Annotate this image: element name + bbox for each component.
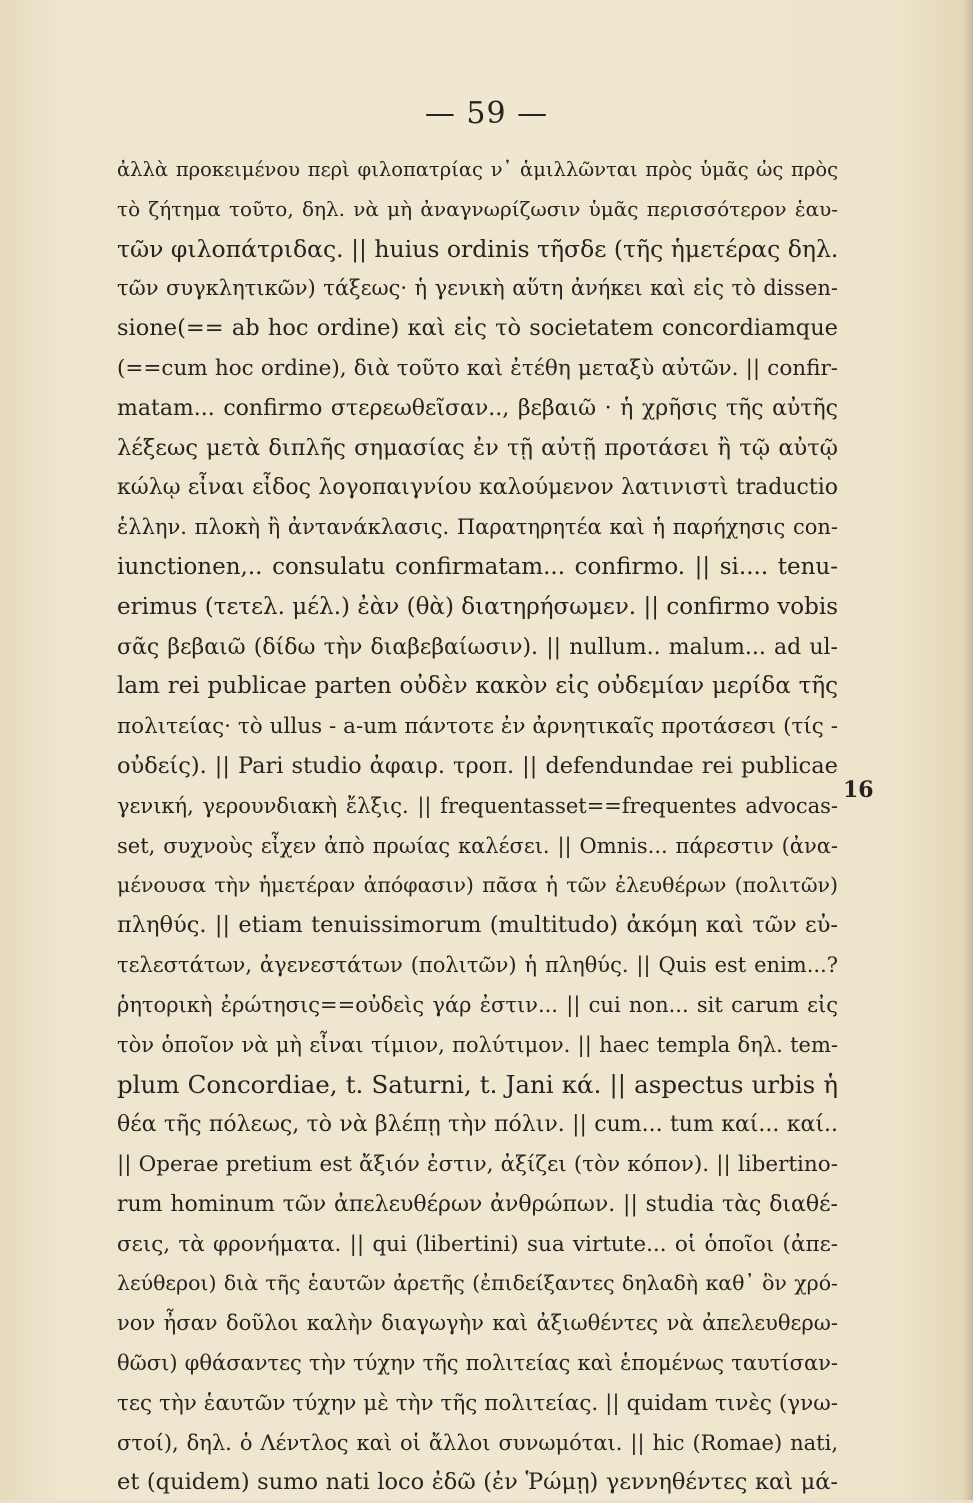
text-line: ἀλλὰ προκειμένου περὶ φιλοπατρίας ν᾿ ἁμιλλῶνται πρὸς ὑμᾶς ὡς πρὸς xyxy=(117,158,838,181)
text-line: (==cum hoc ordine), διὰ τοῦτο καὶ ἐτέθη μεταξὺ αὐτῶν. || confir- xyxy=(117,355,838,381)
text-line: plum Concordiae, t. Saturni, t. Jani κά. || aspectus urbis ἡ xyxy=(117,1070,838,1100)
text-line: τῶν φιλοπάτριδας. || huius ordinis τῆσδε (τῆς ἡμετέρας δηλ. xyxy=(117,234,839,263)
text-line: erimus (τετελ. μέλ.) ἐὰν (θὰ) διατηρήσωμεν. || confirmo vobis xyxy=(117,593,838,620)
margin-line-number: 16 xyxy=(843,777,874,803)
text-line: στοί), δηλ. ὁ Λέντλος καὶ οἱ ἄλλοι συνωμόται. || hic (Romae) nati, xyxy=(117,1430,838,1455)
text-line: πολιτείας· τὸ ullus - a-um πάντοτε ἐν ἀρνητικαῖς προτάσεσι (τίς - xyxy=(117,714,838,740)
text-line: τὸν ὁποῖον νὰ μὴ εἶναι τίμιον, πολύτιμον. || haec templa δηλ. tem- xyxy=(117,1032,838,1057)
text-line: οὐδείς). || Pari studio ἀφαιρ. τροπ. || defendundae rei publicae xyxy=(117,752,838,779)
text-line: || Operae pretium est ἄξιόν ἐστιν, ἀξίζει (τὸν κόπον). || libertino- xyxy=(117,1151,838,1177)
text-line: matam... confirmo στερεωθεῖσαν.., βεβαιῶ · ἡ χρῆσις τῆς αὐτῆς xyxy=(117,395,838,421)
text-line: τες τὴν ἑαυτῶν τύχην μὲ τὴν τῆς πολιτείας. || quidam τινὲς (γνω- xyxy=(117,1390,838,1416)
text-line: λέξεως μετὰ διπλῆς σημασίας ἐν τῇ αὐτῇ προτάσει ἢ τῷ αὐτῷ xyxy=(117,434,838,461)
text-line: τὸ ζήτημα τοῦτο, δηλ. νὰ μὴ ἀναγνωρίζωσιν ὑμᾶς περισσότερον ἑαυ- xyxy=(117,196,838,221)
text-line: κώλῳ εἶναι εἶδος λογοπαιγνίου καλούμενον λατινιστὶ traductio xyxy=(117,475,838,501)
text-line: set, συχνοὺς εἶχεν ἀπὸ πρωίας καλέσει. || Omnis... πάρεστιν (ἀνα- xyxy=(117,833,838,858)
text-line: et (quidem) sumo nati loco ἐδῶ (ἐν Ῥώμῃ) γεννηθέντες καὶ μά- xyxy=(117,1469,838,1496)
text-line: πληθύς. || etiam tenuissimorum (multitudo) ἀκόμη καὶ τῶν εὐ- xyxy=(117,912,838,939)
text-line: σᾶς βεβαιῶ (δίδω τὴν διαβεβαίωσιν). || nullum.. malum... ad ul- xyxy=(117,634,838,660)
text-line: ῥητορικὴ ἐρώτησις==οὐδεὶς γάρ ἐστιν... || cui non... sit carum εἰς xyxy=(117,992,838,1017)
text-line: σεις, τὰ φρονήματα. || qui (libertini) sua virtute... οἱ ὁποῖοι (ἀπε- xyxy=(117,1231,838,1257)
text-line: τελεστάτων, ἀγενεστάτων (πολιτῶν) ἡ πληθύς. || Quis est enim...? xyxy=(117,952,838,977)
text-line: iunctionen,.. consulatu confirmatam... confirmo. || si.... tenu- xyxy=(117,553,838,580)
text-line: τῶν συγκλητικῶν) τάξεως· ἡ γενικὴ αὕτη ἀνήκει καὶ εἰς τὸ dissen- xyxy=(117,276,838,301)
page-edge-shadow xyxy=(963,0,973,1500)
text-line: νον ἦσαν δοῦλοι καλὴν διαγωγὴν καὶ ἀξιωθέντες νὰ ἀπελευθερω- xyxy=(117,1311,838,1336)
text-line: θέα τῆς πόλεως, τὸ νὰ βλέπῃ τὴν πόλιν. || cum... tum καί... καί.. xyxy=(117,1112,838,1138)
text-line: rum hominum τῶν ἀπελευθέρων ἀνθρώπων. || studia τὰς διαθέ- xyxy=(117,1191,838,1217)
text-line: lam rei publicae parten οὐδὲν κακὸν εἰς οὐδεμίαν μερίδα τῆς xyxy=(117,673,838,700)
text-line: sione(== ab hoc ordine) καὶ εἰς τὸ societatem concordiamque xyxy=(117,315,838,342)
body-text xyxy=(117,150,838,1503)
text-line: ἑλλην. πλοκὴ ἢ ἀντανάκλασις. Παρατηρητέα καὶ ἡ παρήχησις con- xyxy=(117,515,838,540)
text-line: θῶσι) φθάσαντες τὴν τύχην τῆς πολιτείας καὶ ἑπομένως ταυτίσαν- xyxy=(117,1350,838,1375)
text-line: λεύθεροι) διὰ τῆς ἑαυτῶν ἀρετῆς (ἐπιδείξαντες δηλαδὴ καθ᾿ ὃν χρό- xyxy=(117,1271,838,1296)
text-line: γενική, γερουνδιακὴ ἔλξις. || frequentasset==frequentes advocas- xyxy=(117,793,838,818)
page-number: — 59 — xyxy=(424,96,549,131)
text-line: μένουσα τὴν ἡμετέραν ἀπόφασιν) πᾶσα ἡ τῶν ἐλευθέρων (πολιτῶν) xyxy=(117,873,838,898)
